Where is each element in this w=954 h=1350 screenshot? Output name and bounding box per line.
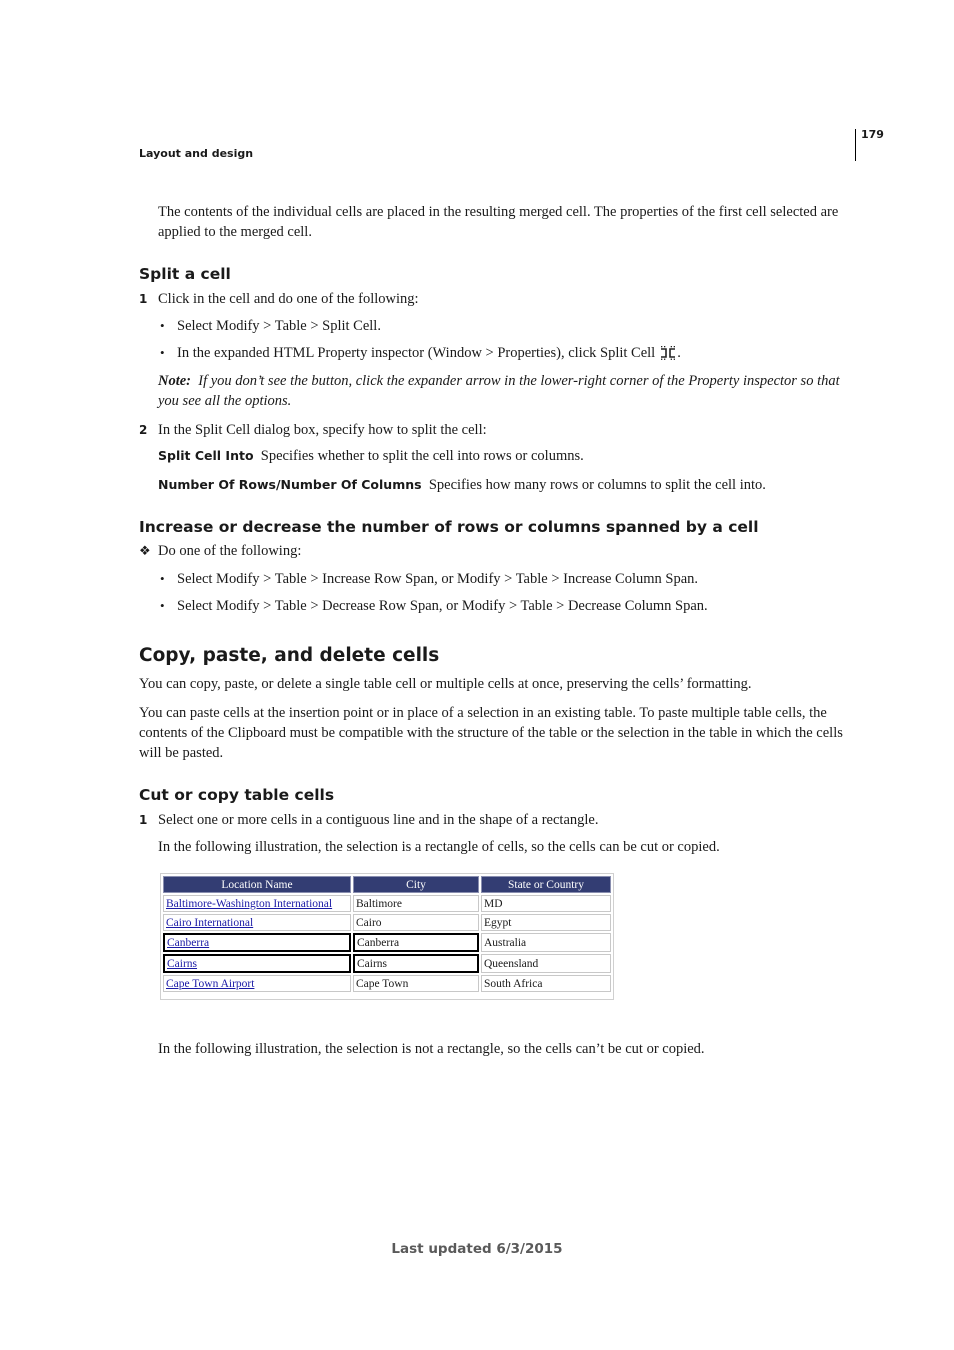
column-header: State or Country <box>481 876 611 893</box>
step-number: 2 <box>139 423 148 437</box>
column-header: Location Name <box>163 876 351 893</box>
split-bullet-2-end: . <box>677 345 681 361</box>
header-rule <box>855 129 856 161</box>
span-heading: Increase or decrease the number of rows or columns spanned by a cell <box>139 518 759 536</box>
term-split-cell-into <box>158 446 584 466</box>
span-lead: Do one of the following: <box>158 543 302 559</box>
table-row <box>163 914 611 931</box>
table-illustration <box>160 873 614 1000</box>
term-description: Specifies whether to split the cell into rows or columns. <box>260 448 584 464</box>
location-link[interactable]: Cairns <box>167 957 198 970</box>
split-bullet-1: Select Modify > Table > Split Cell. <box>177 318 381 334</box>
location-link[interactable]: Cairo International <box>166 916 254 929</box>
span-bullet-2: Select Modify > Table > Decrease Row Span, or Modify > Table > Decrease Column Span. <box>177 598 708 614</box>
table-cell[interactable]: Australia <box>481 933 611 952</box>
running-header: Layout and design <box>139 147 254 160</box>
split-bullet-2-text: In the expanded HTML Property inspector (Window > Properties), click Split Cell <box>177 345 656 361</box>
term-description: Specifies how many rows or columns to split the cell into. <box>428 477 766 493</box>
note <box>158 371 858 411</box>
bullet-dot: • <box>160 345 165 360</box>
term-rows-columns <box>158 475 766 495</box>
table-row <box>163 975 611 992</box>
table-cell[interactable]: South Africa <box>481 975 611 992</box>
bullet-dot: • <box>160 318 165 333</box>
table-cell[interactable]: Egypt <box>481 914 611 931</box>
split-bullet-2 <box>177 343 681 363</box>
split-cell-icon <box>659 345 677 361</box>
last-updated-footer: Last updated 6/3/2015 <box>391 1241 563 1257</box>
step-number: 1 <box>139 292 148 306</box>
bullet-dot: • <box>160 598 165 613</box>
column-header: City <box>353 876 479 893</box>
locations-table <box>161 874 613 994</box>
table-cell[interactable]: Cairo <box>353 914 479 931</box>
split-cell-heading: Split a cell <box>139 265 231 283</box>
split-step-1: Click in the cell and do one of the following: <box>158 291 419 307</box>
selected-table-cell[interactable] <box>163 933 351 952</box>
selected-table-cell[interactable] <box>163 954 351 973</box>
location-link[interactable]: Cape Town Airport <box>166 977 255 990</box>
cut-step-1: Select one or more cells in a contiguous line and in the shape of a rectangle. <box>158 812 599 828</box>
table-cell[interactable]: Cape Town <box>353 975 479 992</box>
selected-table-cell[interactable]: Canberra <box>353 933 479 952</box>
selected-table-cell[interactable]: Cairns <box>353 954 479 973</box>
intro-paragraph: The contents of the individual cells are placed in the resulting merged cell. The properties of the first cell selected are applied to the merged cell. <box>158 204 839 240</box>
copy-para-2: You can paste cells at the insertion point or in place of a selection in an existing table. To paste multiple table cells, the contents of the Clipboard must be compatible with the structure of the table or the selection in the table in which the cells will be pasted. <box>139 705 843 761</box>
table-cell[interactable]: Queensland <box>481 954 611 973</box>
table-cell[interactable] <box>163 895 351 912</box>
copy-para-1: You can copy, paste, or delete a single table cell or multiple cells at once, preserving the cells’ formatting. <box>139 676 752 692</box>
illustration-caption-2: In the following illustration, the selection is not a rectangle, so the cells can’t be cut or copied. <box>158 1041 705 1057</box>
table-cell[interactable] <box>163 914 351 931</box>
step-number: 1 <box>139 813 148 827</box>
table-row <box>163 954 611 973</box>
table-cell[interactable]: Baltimore <box>353 895 479 912</box>
location-link[interactable]: Baltimore-Washington International <box>166 897 333 910</box>
bullet-dot: • <box>160 571 165 586</box>
cut-heading: Cut or copy table cells <box>139 786 335 804</box>
span-bullet-1: Select Modify > Table > Increase Row Span, or Modify > Table > Increase Column Span. <box>177 571 699 587</box>
table-row <box>163 895 611 912</box>
illustration-caption-1: In the following illustration, the selection is a rectangle of cells, so the cells can be cut or copied. <box>158 839 720 855</box>
split-step-2: In the Split Cell dialog box, specify how to split the cell: <box>158 422 487 438</box>
table-cell[interactable] <box>163 975 351 992</box>
diamond-marker: ❖ <box>139 543 151 558</box>
term-label: Number Of Rows/Number Of Columns <box>158 477 422 492</box>
note-text: If you don’t see the button, click the expander arrow in the lower-right corner of the Property inspector so that you see all the options. <box>158 373 840 409</box>
table-row <box>163 933 611 952</box>
location-link[interactable]: Canberra <box>167 936 210 949</box>
table-header-row <box>163 876 611 893</box>
copy-heading: Copy, paste, and delete cells <box>139 645 440 666</box>
note-label: Note: <box>158 373 192 389</box>
page-number: 179 <box>861 128 884 141</box>
table-cell[interactable]: MD <box>481 895 611 912</box>
term-label: Split Cell Into <box>158 448 254 463</box>
